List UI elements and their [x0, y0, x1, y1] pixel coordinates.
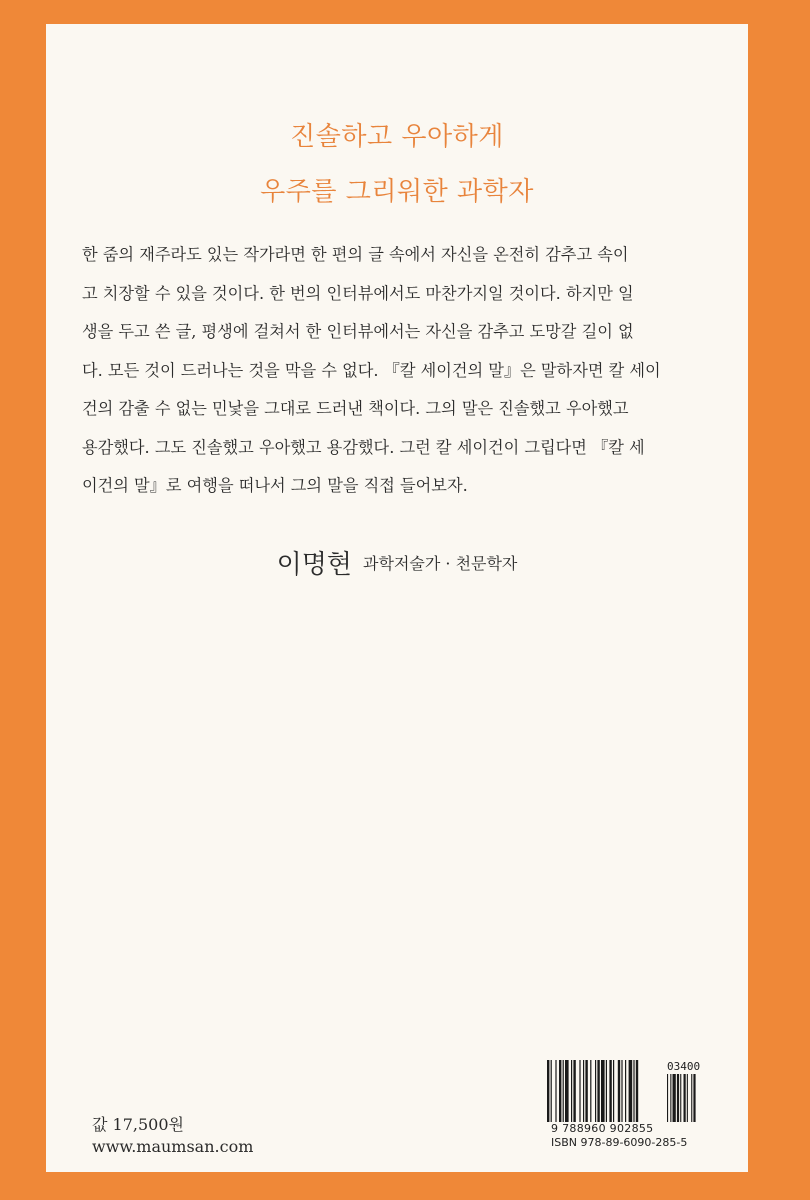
barcode-addon-bar — [691, 1074, 692, 1122]
blurb-line: 건의 감출 수 없는 민낯을 그대로 드러낸 책이다. 그의 말은 진솔했고 우아했고 — [82, 399, 629, 418]
barcode-addon-bar — [684, 1074, 686, 1122]
isbn-number: ISBN 978-89-6090-285-5 — [551, 1136, 688, 1149]
barcode-number: 9 788960 902855 — [551, 1122, 654, 1135]
barcode-bar — [618, 1060, 620, 1122]
barcode-addon-bar — [670, 1074, 671, 1122]
barcode-bar — [585, 1060, 587, 1122]
barcode-addon-bar — [673, 1074, 676, 1122]
barcode-addon-bar — [677, 1074, 679, 1122]
barcode-bar — [595, 1060, 596, 1122]
back-cover — [46, 24, 748, 1172]
barcode-bar — [583, 1060, 584, 1122]
barcode-bar — [606, 1060, 607, 1122]
author-title: 과학저술가 · 천문학자 — [363, 554, 518, 573]
barcode-bar — [559, 1060, 561, 1122]
blurb-line: 용감했다. 그도 진솔했고 우아했고 용감했다. 그런 칼 세이건이 그립다면 『칼 세 — [82, 437, 645, 457]
author-credit — [46, 544, 748, 581]
barcode-bar — [551, 1060, 552, 1122]
barcode-bar — [597, 1060, 599, 1122]
price-label: 값 17,500원 — [92, 1115, 184, 1134]
publisher-website: www.maumsan.com — [92, 1137, 254, 1156]
barcode-bar — [571, 1060, 572, 1122]
barcode-bar — [555, 1060, 556, 1122]
barcode-bar — [609, 1060, 611, 1122]
barcode-bar — [636, 1060, 638, 1122]
barcode-bar — [621, 1060, 622, 1122]
barcode-bar — [563, 1060, 564, 1122]
blurb-line: 고 치장할 수 있을 것이다. 한 번의 인터뷰에서도 마찬가지일 것이다. 하지만 일 — [82, 283, 634, 303]
blurb-line: 다. 모든 것이 드러나는 것을 막을 수 없다. 『칼 세이건의 말』은 말하자면 칼 세이 — [82, 360, 661, 380]
barcode-addon-bar — [693, 1074, 695, 1122]
barcode-bar — [573, 1060, 575, 1122]
isbn-barcode — [545, 1060, 715, 1148]
barcode-bar — [590, 1060, 591, 1122]
barcode-bar — [547, 1060, 549, 1122]
blurb-line: 생을 두고 쓴 글, 평생에 걸쳐서 한 인터뷰에서는 자신을 감추고 도망갈 길이 없 — [82, 322, 634, 341]
author-name: 이명현 — [276, 550, 352, 580]
blurb-text — [82, 236, 688, 506]
barcode-addon: 03400 — [667, 1060, 701, 1073]
barcode-bar — [633, 1060, 634, 1122]
barcode-bar — [629, 1060, 633, 1122]
barcode-bar — [613, 1060, 614, 1122]
blurb-line: 이건의 말』로 여행을 떠나서 그의 말을 직접 들어보자. — [82, 476, 468, 495]
barcode-bar — [601, 1060, 605, 1122]
barcode-addon-bar — [667, 1074, 668, 1122]
barcode-addon-bar — [680, 1074, 681, 1122]
barcode-bar — [625, 1060, 626, 1122]
blurb-line: 한 줌의 재주라도 있는 작가라면 한 편의 글 속에서 자신을 온전히 감추고 속이 — [82, 245, 629, 264]
headline-line-1: 진솔하고 우아하게 — [290, 122, 504, 152]
barcode-bar — [579, 1060, 580, 1122]
barcode-addon-bar — [687, 1074, 688, 1122]
barcode-bar — [565, 1060, 569, 1122]
headline-line-2: 우주를 그리워한 과학자 — [260, 177, 534, 207]
